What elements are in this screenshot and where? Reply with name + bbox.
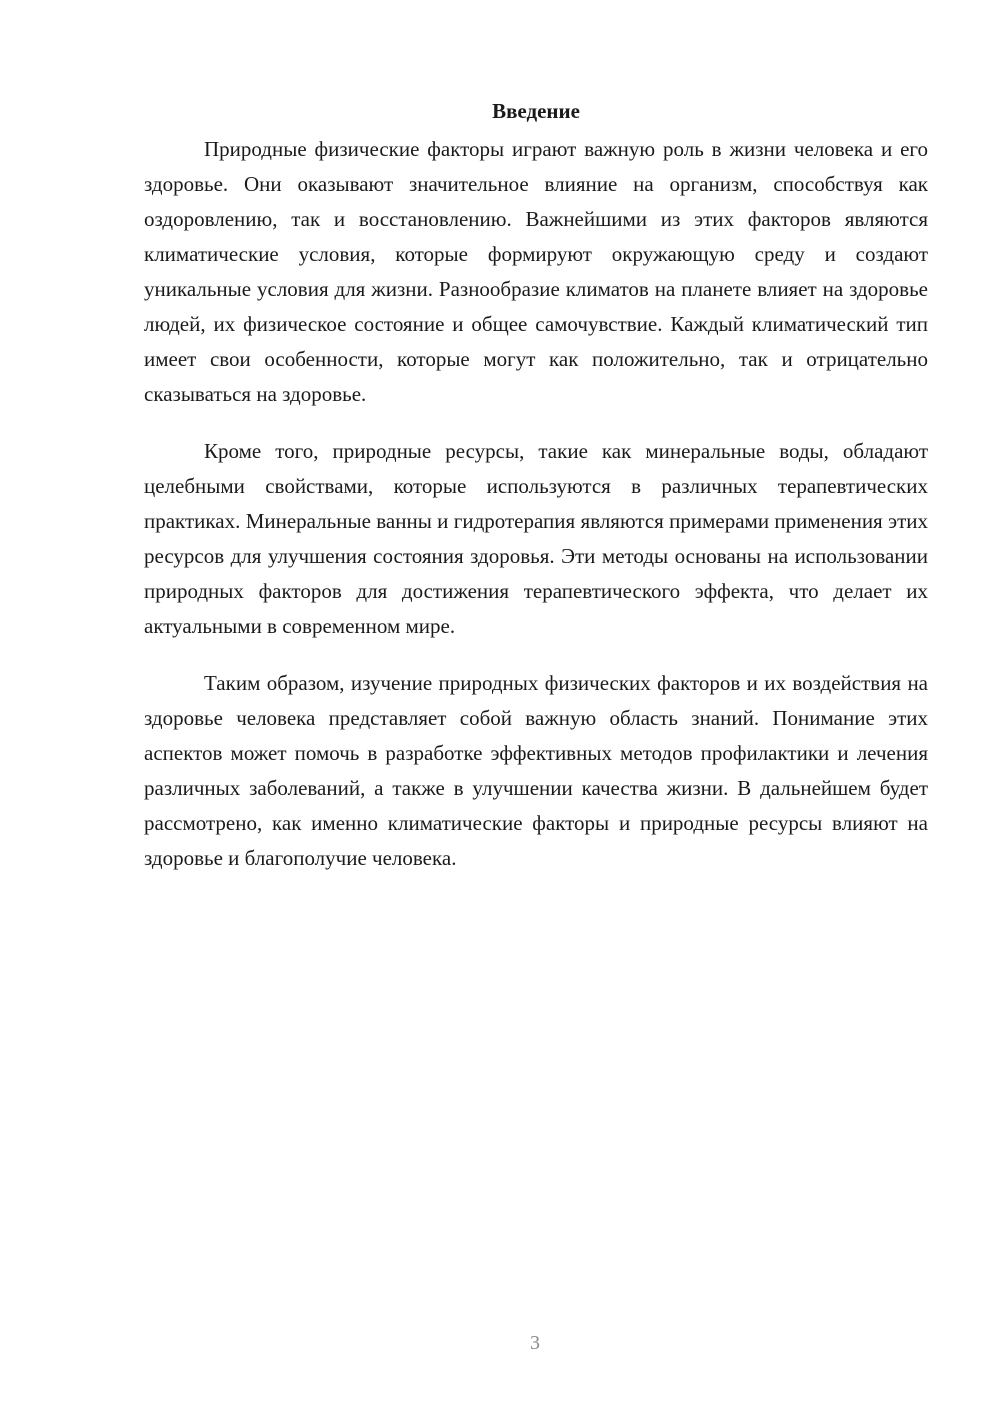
page-content [144, 94, 928, 898]
section-heading: Введение [492, 99, 580, 123]
paragraph-3: Таким образом, изучение природных физических факторов и их воздействия на здоровье человека представляет собой важную область знаний. Понимание этих аспектов может помочь в разработке эффективных методов профилактики и лечения различных заболеваний, а также в улучшении качества жизни. В дальнейшем будет рассмотрено, как именно климатические факторы и природные ресурсы влияют на здоровье и благополучие человека. [144, 671, 928, 870]
paragraph-1: Природные физические факторы играют важную роль в жизни человека и его здоровье. Они оказывают значительное влияние на организм, способствуя как оздоровлению, так и восстановлению. Важнейшими из этих факторов являются климатические условия, которые формируют окружающую среду и создают уникальные условия для жизни. Разнообразие климатов на планете влияет на здоровье людей, их физическое состояние и общее самочувствие. Каждый климатический тип имеет свои особенности, которые могут как положительно, так и отрицательно сказываться на здоровье. [144, 137, 928, 406]
paragraph-2: Кроме того, природные ресурсы, такие как минеральные воды, обладают целебными свойствами, которые используются в различных терапевтических практиках. Минеральные ванны и гидротерапия являются примерами применения этих ресурсов для улучшения состояния здоровья. Эти методы основаны на использовании природных факторов для достижения терапевтического эффекта, что делает их актуальными в современном мире. [144, 439, 928, 638]
page-number: 3 [530, 1332, 540, 1354]
